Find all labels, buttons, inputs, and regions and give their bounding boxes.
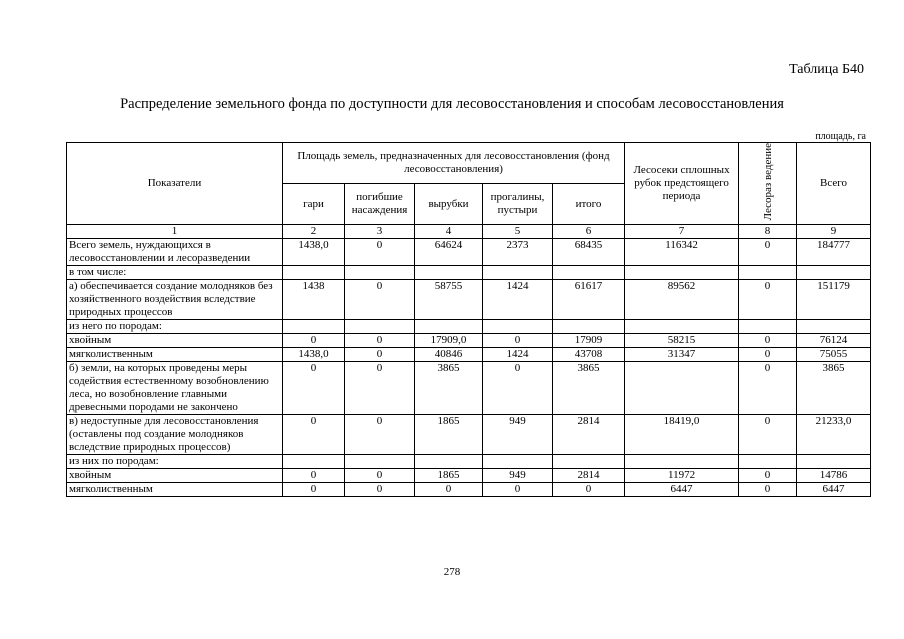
- row-value: 0: [739, 483, 797, 497]
- header-clearings: вырубки: [415, 184, 483, 225]
- header-glades: прогалины, пустыри: [483, 184, 553, 225]
- row-value: 6447: [625, 483, 739, 497]
- row-value: 11972: [625, 469, 739, 483]
- row-value: 0: [739, 280, 797, 320]
- row-value: [483, 455, 553, 469]
- row-value: [345, 266, 415, 280]
- header-indicators: Показатели: [67, 143, 283, 225]
- row-value: 2373: [483, 239, 553, 266]
- row-value: 0: [345, 469, 415, 483]
- row-value: 1438,0: [283, 239, 345, 266]
- row-value: [797, 455, 871, 469]
- row-label: мягколиственным: [67, 348, 283, 362]
- table-row: [67, 320, 871, 334]
- row-value: [553, 266, 625, 280]
- row-value: [553, 455, 625, 469]
- row-value: [283, 320, 345, 334]
- row-value: 6447: [797, 483, 871, 497]
- row-label: из него по породам:: [67, 320, 283, 334]
- row-value: 151179: [797, 280, 871, 320]
- row-value: [797, 266, 871, 280]
- row-value: 0: [415, 483, 483, 497]
- document-title: Распределение земельного фонда по доступности для лесовосстановления и способам лесовосстановления: [120, 96, 784, 112]
- row-value: 1438,0: [283, 348, 345, 362]
- row-value: [415, 266, 483, 280]
- header-group-reforestation-area: Площадь земель, предназначенных для лесовосстановления (фонд лесовосстановления): [283, 143, 625, 184]
- row-value: 58755: [415, 280, 483, 320]
- header-afforestation-label: Лесораз ведение: [761, 143, 774, 221]
- row-value: [739, 266, 797, 280]
- row-value: 1438: [283, 280, 345, 320]
- row-value: [625, 362, 739, 415]
- column-number: 7: [625, 225, 739, 239]
- header-afforestation: [739, 143, 797, 225]
- table-row: [67, 239, 871, 266]
- row-value: 40846: [415, 348, 483, 362]
- row-value: [345, 320, 415, 334]
- row-label: мягколиственным: [67, 483, 283, 497]
- row-value: 949: [483, 415, 553, 455]
- row-value: 31347: [625, 348, 739, 362]
- row-value: 0: [739, 362, 797, 415]
- table-row: [67, 362, 871, 415]
- row-value: 58215: [625, 334, 739, 348]
- row-value: 0: [283, 415, 345, 455]
- row-label: б) земли, на которых проведены меры содействия естественному возобновлению леса, но возобновление главными древесными породами не закончено: [67, 362, 283, 415]
- row-value: [797, 320, 871, 334]
- column-number: 1: [67, 225, 283, 239]
- row-value: 0: [739, 239, 797, 266]
- row-value: 1424: [483, 348, 553, 362]
- row-value: 18419,0: [625, 415, 739, 455]
- row-value: 0: [283, 469, 345, 483]
- row-value: 0: [553, 483, 625, 497]
- row-label: из них по породам:: [67, 455, 283, 469]
- row-value: 68435: [553, 239, 625, 266]
- row-value: 1865: [415, 415, 483, 455]
- row-value: 3865: [797, 362, 871, 415]
- table-row: [67, 455, 871, 469]
- table-row: [67, 415, 871, 455]
- table-row: [67, 348, 871, 362]
- row-value: [415, 455, 483, 469]
- header-dead-stands: погибшие насаждения: [345, 184, 415, 225]
- row-value: 0: [739, 415, 797, 455]
- row-value: 0: [483, 483, 553, 497]
- row-label: в том числе:: [67, 266, 283, 280]
- column-number: 2: [283, 225, 345, 239]
- row-label: Всего земель, нуждающихся в лесовосстановлении и лесоразведении: [67, 239, 283, 266]
- row-value: 1424: [483, 280, 553, 320]
- row-value: 0: [483, 334, 553, 348]
- row-value: 43708: [553, 348, 625, 362]
- row-label: хвойным: [67, 334, 283, 348]
- table-row: [67, 280, 871, 320]
- unit-note: площадь, га: [815, 131, 866, 142]
- row-value: 0: [345, 348, 415, 362]
- column-number: 9: [797, 225, 871, 239]
- row-value: [625, 455, 739, 469]
- row-value: [415, 320, 483, 334]
- row-value: 0: [283, 362, 345, 415]
- row-label: а) обеспечивается создание молодняков без хозяйственного воздействия вследствие природных процессов: [67, 280, 283, 320]
- row-value: 0: [345, 239, 415, 266]
- row-label: в) недоступные для лесовосстановления (оставлены под создание молодняков вследствие природных процессов): [67, 415, 283, 455]
- row-value: 116342: [625, 239, 739, 266]
- row-value: 0: [345, 362, 415, 415]
- row-value: 61617: [553, 280, 625, 320]
- row-value: [483, 266, 553, 280]
- row-value: [283, 266, 345, 280]
- column-number: 4: [415, 225, 483, 239]
- row-value: 184777: [797, 239, 871, 266]
- row-value: 0: [739, 348, 797, 362]
- row-value: 3865: [415, 362, 483, 415]
- row-value: 17909: [553, 334, 625, 348]
- row-value: [625, 320, 739, 334]
- header-total: Всего: [797, 143, 871, 225]
- row-value: 14786: [797, 469, 871, 483]
- column-number: 8: [739, 225, 797, 239]
- row-value: 1865: [415, 469, 483, 483]
- row-value: [345, 455, 415, 469]
- row-value: 76124: [797, 334, 871, 348]
- row-value: 949: [483, 469, 553, 483]
- row-value: 21233,0: [797, 415, 871, 455]
- row-value: 17909,0: [415, 334, 483, 348]
- row-value: 2814: [553, 469, 625, 483]
- row-value: 89562: [625, 280, 739, 320]
- row-value: 0: [345, 483, 415, 497]
- row-value: [739, 455, 797, 469]
- row-value: 0: [283, 483, 345, 497]
- row-label: хвойным: [67, 469, 283, 483]
- table-row: [67, 469, 871, 483]
- row-value: 0: [345, 280, 415, 320]
- row-value: 0: [739, 334, 797, 348]
- page-number: 278: [443, 566, 461, 578]
- row-value: 0: [283, 334, 345, 348]
- row-value: [739, 320, 797, 334]
- row-value: 75055: [797, 348, 871, 362]
- row-value: 64624: [415, 239, 483, 266]
- column-number: 6: [553, 225, 625, 239]
- row-value: [553, 320, 625, 334]
- table-row: [67, 334, 871, 348]
- column-number: 5: [483, 225, 553, 239]
- table-row: [67, 483, 871, 497]
- row-value: [283, 455, 345, 469]
- column-number-row: [67, 225, 871, 239]
- row-value: [483, 320, 553, 334]
- row-value: 3865: [553, 362, 625, 415]
- row-value: [625, 266, 739, 280]
- header-clearcut-areas: Лесосеки сплошных рубок предстоящего периода: [625, 143, 739, 225]
- row-value: 2814: [553, 415, 625, 455]
- row-value: 0: [739, 469, 797, 483]
- column-number: 3: [345, 225, 415, 239]
- row-value: 0: [345, 334, 415, 348]
- header-subtotal: итого: [553, 184, 625, 225]
- row-value: 0: [483, 362, 553, 415]
- land-fund-table: [66, 142, 871, 497]
- row-value: 0: [345, 415, 415, 455]
- header-burnt: гари: [283, 184, 345, 225]
- table-row: [67, 266, 871, 280]
- table-label: Таблица Б40: [789, 62, 864, 77]
